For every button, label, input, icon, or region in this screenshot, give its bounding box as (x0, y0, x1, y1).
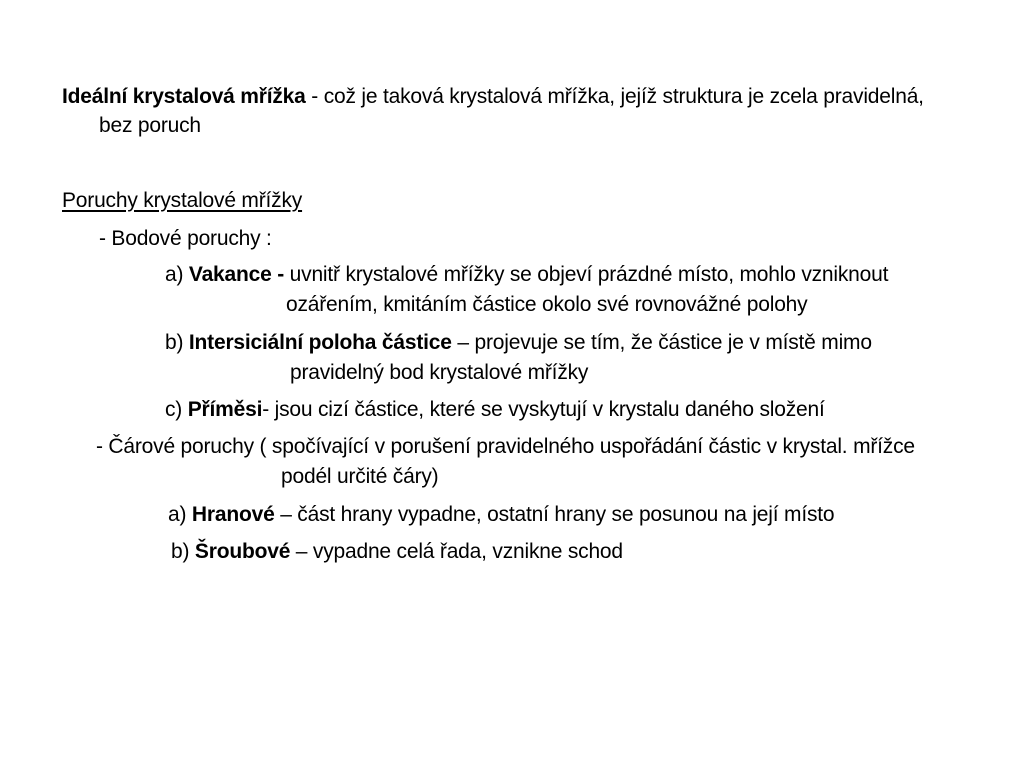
line-defects-label: - Čárové poruchy ( spočívající v porušení pravidelného uspořádání částic v krystal. mřížce (96, 435, 915, 458)
point-defects-label: - Bodové poruchy : (99, 227, 272, 250)
vacancy-prefix: a) (165, 263, 189, 286)
interstitial-line (165, 330, 872, 356)
edge-description: – část hrany vypadne, ostatní hrany se posunou na její místo (274, 503, 835, 526)
screw-term: Šroubové (194, 540, 291, 563)
edge-prefix: a) (168, 503, 192, 526)
ideal-lattice-continuation: bez poruch (99, 114, 201, 137)
vacancy-line (165, 262, 888, 288)
edge-dislocation-line (168, 502, 834, 528)
line-defects-continuation: podél určité čáry) (281, 465, 439, 488)
interstitial-continuation: pravidelný bod krystalové mřížky (290, 361, 589, 384)
interstitial-term: Intersiciální poloha částice (188, 331, 452, 354)
impurities-prefix: c) (165, 398, 188, 421)
impurities-description: - jsou cizí částice, které se vyskytují v krystalu daného složení (262, 398, 825, 421)
interstitial-description: – projevuje se tím, že částice je v místě mimo (451, 331, 872, 354)
impurities-term: Příměsi (187, 398, 263, 421)
vacancy-term: Vakance - (188, 263, 285, 286)
screw-dislocation-line (171, 539, 623, 565)
impurities-line (165, 397, 825, 423)
screw-prefix: b) (171, 540, 195, 563)
ideal-lattice-term: Ideální krystalová mřížka (62, 85, 306, 108)
screw-description: – vypadne celá řada, vznikne schod (290, 540, 623, 563)
defects-heading: Poruchy krystalové mřížky (62, 189, 303, 212)
vacancy-description: uvnitř krystalové mřížky se objeví prázdné místo, mohlo vzniknout (284, 263, 889, 286)
ideal-lattice-definition: - což je taková krystalová mřížka, jejíž struktura je zcela pravidelná, (305, 85, 924, 108)
vacancy-continuation: ozářením, kmitáním částice okolo své rovnovážné polohy (286, 293, 808, 316)
interstitial-prefix: b) (165, 331, 189, 354)
edge-term: Hranové (191, 503, 275, 526)
ideal-lattice-line (62, 84, 924, 110)
